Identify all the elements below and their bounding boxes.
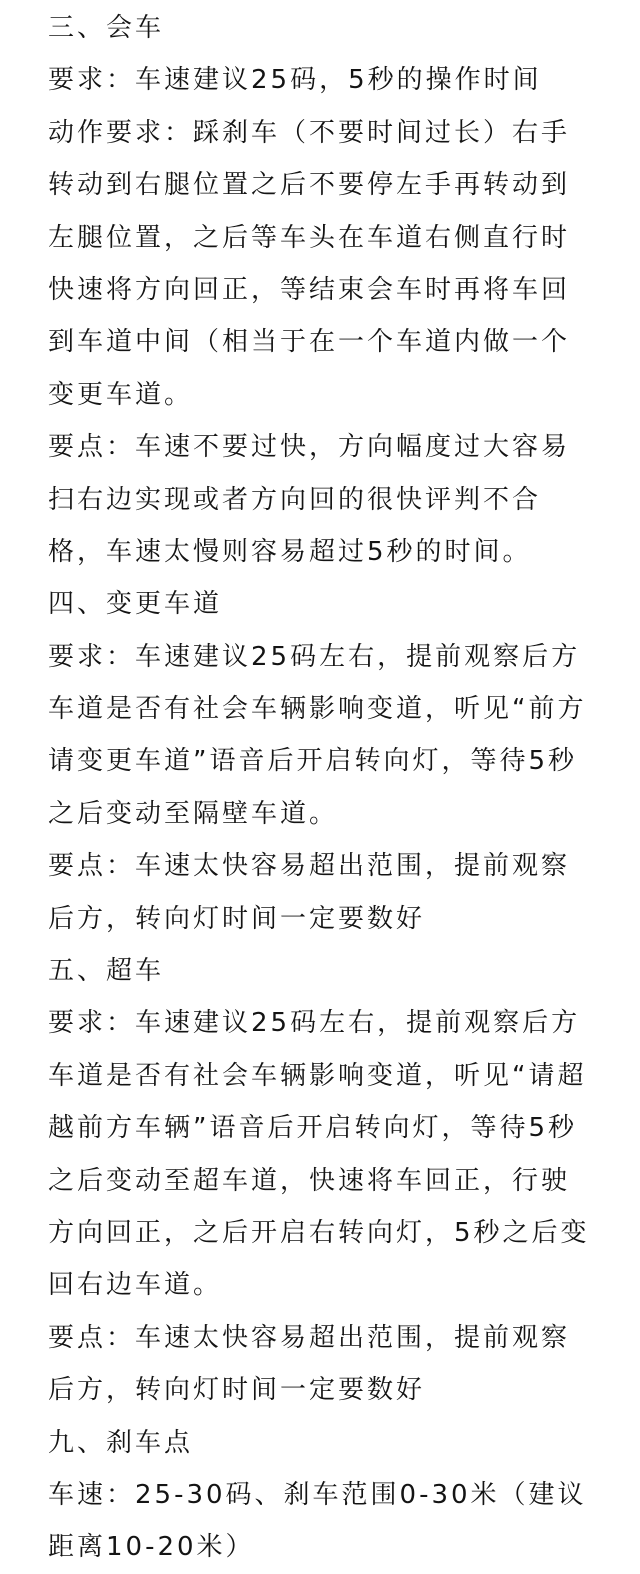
text-line: 格，车速太慢则容易超过5秒的时间。: [48, 536, 532, 567]
section-heading: 四、变更车道: [48, 589, 223, 620]
text-line: 快速将方向回正，等结束会车时再将车回: [48, 274, 571, 305]
section-heading: 五、超车: [48, 956, 165, 987]
text-line: 要求：车速建议25码左右，提前观察后方: [48, 1008, 581, 1039]
text-line: 到车道中间（相当于在一个车道内做一个: [48, 327, 571, 358]
text-line: 变更车道。: [48, 379, 194, 410]
section-heading: 三、会车: [48, 13, 165, 43]
text-line: 转动到右腿位置之后不要停左手再转动到: [48, 170, 571, 201]
text-line: 车速：25-30码、刹车范围0-30米（建议: [48, 1479, 587, 1510]
text-line: 后方，转向灯时间一定要数好: [48, 1375, 426, 1406]
section-heading: 九、刹车点: [48, 1427, 194, 1458]
text-line: 左腿位置，之后等车头在车道右侧直行时: [48, 222, 571, 253]
text-line: 之后变动至隔壁车道。: [48, 798, 339, 829]
text-line: 要点：车速太快容易超出范围，提前观察: [48, 851, 571, 882]
text-line: 动作要求：踩刹车（不要时间过长）右手: [48, 117, 571, 148]
text-line: 要求：车速建议25码，5秒的操作时间: [48, 65, 542, 96]
text-line: 方向回正，之后开启右转向灯，5秒之后变: [48, 1217, 590, 1248]
text-line: 扫右边实现或者方向回的很快评判不合: [48, 484, 542, 515]
text-line: 回右边车道。: [48, 1270, 223, 1301]
text-line: 距离10-20米）: [48, 1532, 255, 1563]
text-line: 请变更车道”语音后开启转向灯，等待5秒: [48, 746, 578, 777]
text-line: 要点：车速不要过快，方向幅度过大容易: [48, 432, 571, 463]
text-line: 要点：车速太快容易超出范围，提前观察: [48, 1322, 571, 1353]
text-line: 车道是否有社会车辆影响变道，听见“前方: [48, 694, 587, 725]
text-line: 要求：车速建议25码左右，提前观察后方: [48, 641, 581, 672]
text-line: 之后变动至超车道，快速将车回正，行驶: [48, 1165, 571, 1196]
text-line: 后方，转向灯时间一定要数好: [48, 903, 426, 934]
text-line: 车道是否有社会车辆影响变道，听见“请超: [48, 1060, 587, 1091]
text-line: 越前方车辆”语音后开启转向灯，等待5秒: [48, 1113, 578, 1144]
